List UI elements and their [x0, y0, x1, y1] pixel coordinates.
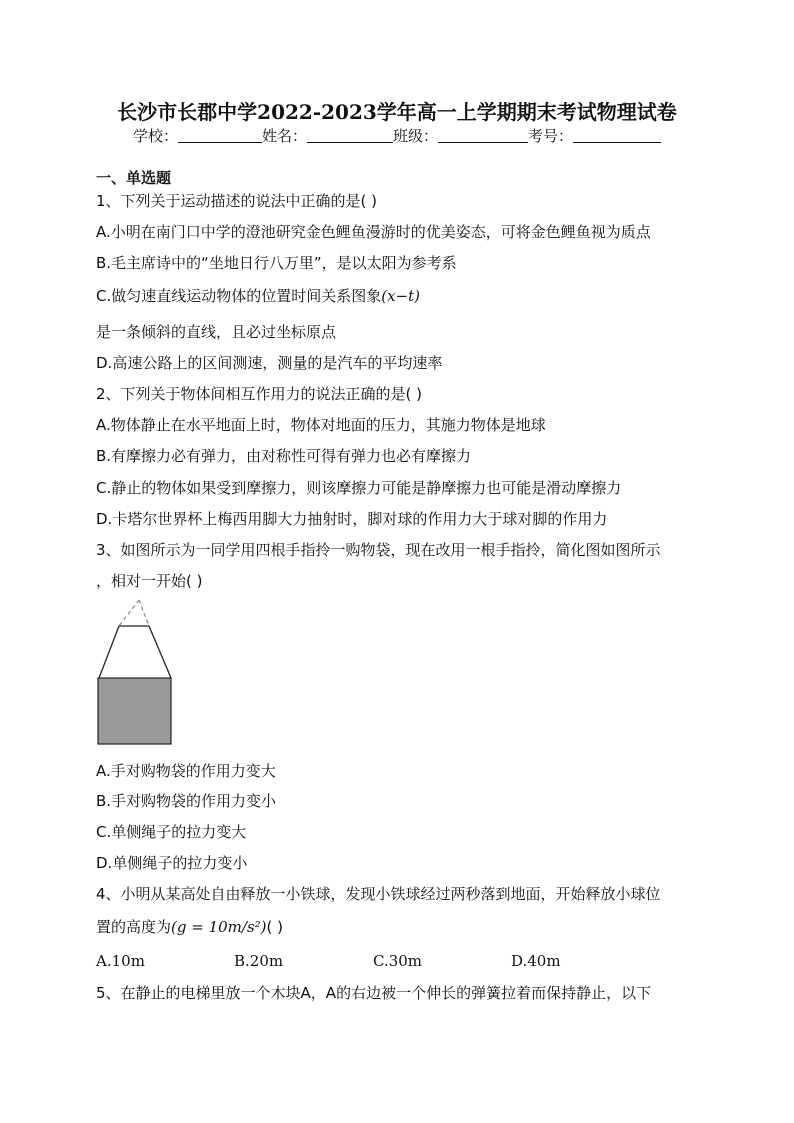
q3-option-a: A.手对购物袋的作用力变大: [96, 762, 276, 780]
section-title: 一、单选题: [96, 169, 172, 187]
q5-stem: 5、在静止的电梯里放一个木块A，A的右边被一个伸长的弹簧拉着而保持静止，以下: [96, 984, 652, 1002]
bag-body: [98, 678, 171, 744]
q3-option-c: C.单侧绳子的拉力变大: [96, 823, 247, 841]
q3-option-b: B.手对购物袋的作用力变小: [96, 792, 277, 810]
q1-option-a: A.小明在南门口中学的澄池研究金色鲤鱼漫游时的优美姿态，可将金色鲤鱼视为质点: [96, 223, 651, 241]
q2-option-a: A.物体静止在水平地面上时，物体对地面的压力，其施力物体是地球: [96, 416, 546, 434]
class-blank[interactable]: [438, 128, 528, 143]
string-left: [99, 626, 119, 678]
q4-option-a: A.10m: [96, 952, 145, 970]
q4-option-d: D.40m: [511, 952, 561, 970]
dashed-string-right: [139, 600, 149, 626]
school-label: 学校：: [132, 127, 178, 145]
string-right: [149, 626, 171, 678]
q1-option-b: B.毛主席诗中的“坐地日行八万里”，是以太阳为参考系: [96, 254, 457, 272]
q4-stem-cont: [96, 916, 283, 937]
q4-option-b: B.20m: [234, 952, 284, 970]
q4-answer-paren: ( ): [266, 918, 283, 936]
q1-option-c-cont: 是一条倾斜的直线，且必过坐标原点: [96, 323, 337, 341]
q4-option-c: C.30m: [373, 952, 423, 970]
q4-formula: (g = 10m/s²): [171, 918, 267, 936]
shopping-bag-figure: [96, 598, 176, 748]
q4-stem-text: 置的高度为: [96, 918, 172, 936]
q1-option-c-text: C.做匀速直线运动物体的位置时间关系图象: [96, 287, 382, 305]
q3-option-d: D.单侧绳子的拉力变小: [96, 854, 248, 872]
q2-option-b: B.有摩擦力必有弹力，由对称性可得有弹力也必有摩擦力: [96, 447, 472, 465]
student-info-row: [0, 125, 794, 146]
dashed-string-left: [119, 600, 139, 626]
q3-stem-cont: ，相对一开始( ): [96, 572, 203, 590]
number-label: 考号：: [528, 127, 574, 145]
q2-option-c: C.静止的物体如果受到摩擦力，则该摩擦力可能是静摩擦力也可能是滑动摩擦力: [96, 479, 622, 497]
exam-title: 长沙市长郡中学2022-2023学年高一上学期期末考试物理试卷: [117, 100, 677, 124]
q1-option-d: D.高速公路上的区间测速，测量的是汽车的平均速率: [96, 354, 443, 372]
school-blank[interactable]: [178, 128, 262, 143]
q4-stem: 4、小明从某高处自由释放一小铁球，发现小铁球经过两秒落到地面，开始释放小球位: [96, 885, 661, 903]
q3-stem: 3、如图所示为一同学用四根手指拎一购物袋，现在改用一根手指拎，简化图如图所示: [96, 541, 661, 559]
number-blank[interactable]: [573, 128, 661, 143]
q1-stem: 1、下列关于运动描述的说法中正确的是( ): [96, 192, 378, 210]
q1-option-c-formula: (x−t): [381, 287, 421, 305]
class-label: 班级：: [393, 127, 439, 145]
q2-option-d: D.卡塔尔世界杯上梅西用脚大力抽射时，脚对球的作用力大于球对脚的作用力: [96, 510, 608, 528]
name-blank[interactable]: [307, 128, 393, 143]
name-label: 姓名：: [261, 127, 307, 145]
q1-option-c: [96, 285, 420, 306]
q2-stem: 2、下列关于物体间相互作用力的说法正确的是( ): [96, 385, 423, 403]
